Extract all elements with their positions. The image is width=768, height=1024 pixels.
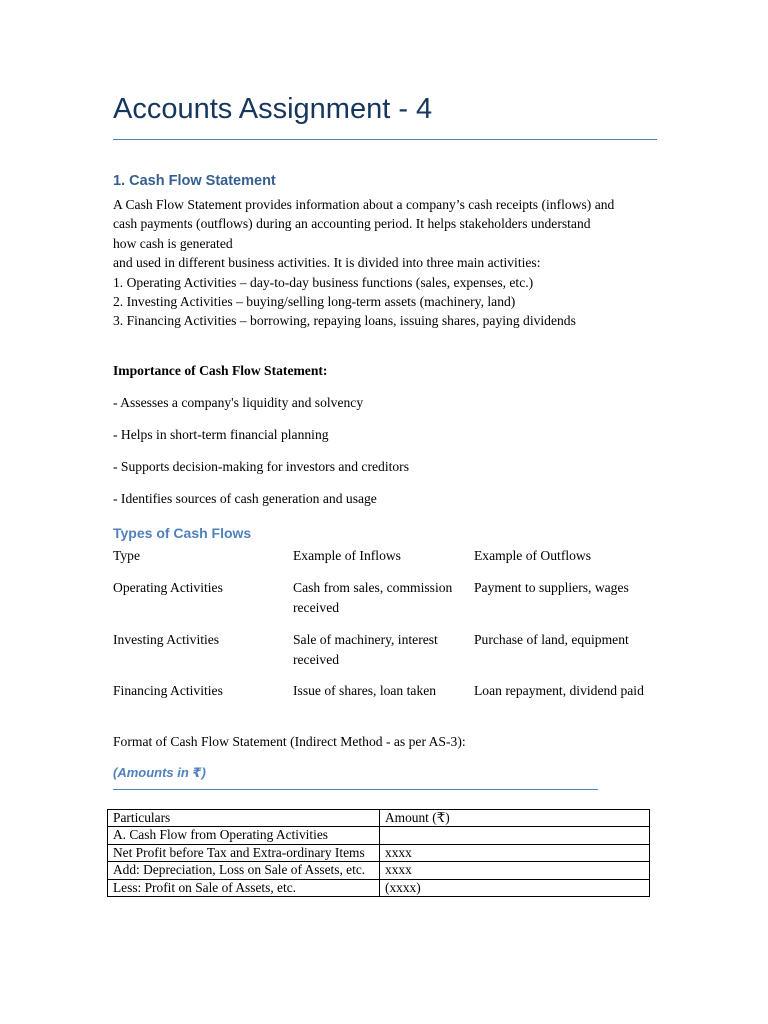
intro-line: how cash is generated	[113, 235, 233, 251]
document-title: Accounts Assignment - 4	[113, 93, 433, 125]
format-table-header-cell: Amount (₹)	[380, 810, 650, 827]
types-header-cell: Example of Outflows	[474, 548, 592, 563]
format-table-cell: xxxx	[380, 862, 650, 879]
format-table-row	[108, 862, 650, 879]
format-table-header-row	[108, 810, 650, 827]
format-table-cell: Net Profit before Tax and Extra-ordinary Items	[108, 844, 380, 861]
format-intro: Format of Cash Flow Statement (Indirect Method - as per AS-3):	[113, 734, 466, 749]
format-table-cell: Less: Profit on Sale of Assets, etc.	[108, 879, 380, 896]
intro-line: 2. Investing Activities – buying/selling long-term assets (machinery, land)	[113, 294, 516, 310]
importance-heading: Importance of Cash Flow Statement:	[113, 363, 328, 378]
types-header-cell: Example of Inflows	[293, 548, 401, 563]
types-cell: Loan repayment, dividend paid	[474, 683, 644, 698]
importance-item: - Identifies sources of cash generation and usage	[113, 491, 377, 506]
importance-item: - Assesses a company's liquidity and solvency	[113, 395, 364, 410]
types-of-cash-flows-heading: Types of Cash Flows	[113, 525, 252, 541]
format-table-cell: xxxx	[380, 844, 650, 861]
intro-line: and used in different business activities. It is divided into three main activities:	[113, 255, 541, 271]
format-table-cell	[380, 827, 650, 844]
intro-paragraph	[113, 195, 658, 331]
intro-line: 1. Operating Activities – day-to-day business functions (sales, expenses, etc.)	[113, 274, 534, 290]
importance-item: - Helps in short-term financial planning	[113, 427, 329, 442]
format-table-row	[108, 827, 650, 844]
intro-line: cash payments (outflows) during an accounting period. It helps stakeholders understand	[113, 216, 591, 232]
types-cell: Operating Activities	[113, 580, 223, 595]
types-header-cell: Type	[113, 548, 140, 563]
intro-line: 3. Financing Activities – borrowing, repaying loans, issuing shares, paying dividends	[113, 313, 576, 329]
amounts-note: (Amounts in ₹)	[113, 765, 206, 780]
title-underline	[113, 139, 657, 140]
format-table-header-cell: Particulars	[108, 810, 380, 827]
types-cell: Issue of shares, loan taken	[293, 683, 437, 698]
format-table	[107, 809, 650, 897]
types-cell: Investing Activities	[113, 632, 220, 647]
format-table-row	[108, 844, 650, 861]
format-table-cell: (xxxx)	[380, 879, 650, 896]
amounts-underline	[113, 789, 598, 790]
intro-line: A Cash Flow Statement provides information about a company’s cash receipts (inflows) and	[113, 197, 615, 212]
format-table-cell: A. Cash Flow from Operating Activities	[108, 827, 380, 844]
importance-item: - Supports decision-making for investors and creditors	[113, 459, 409, 474]
types-cell: Cash from sales, commission received	[293, 580, 453, 615]
format-table-cell: Add: Depreciation, Loss on Sale of Assets, etc.	[108, 862, 380, 879]
section-heading-cash-flow-statement: 1. Cash Flow Statement	[113, 173, 276, 189]
types-cell: Sale of machinery, interest received	[293, 632, 438, 667]
types-cell: Purchase of land, equipment	[474, 632, 629, 647]
types-cell: Payment to suppliers, wages	[474, 580, 629, 595]
types-cell: Financing Activities	[113, 683, 223, 698]
format-table-row	[108, 879, 650, 896]
